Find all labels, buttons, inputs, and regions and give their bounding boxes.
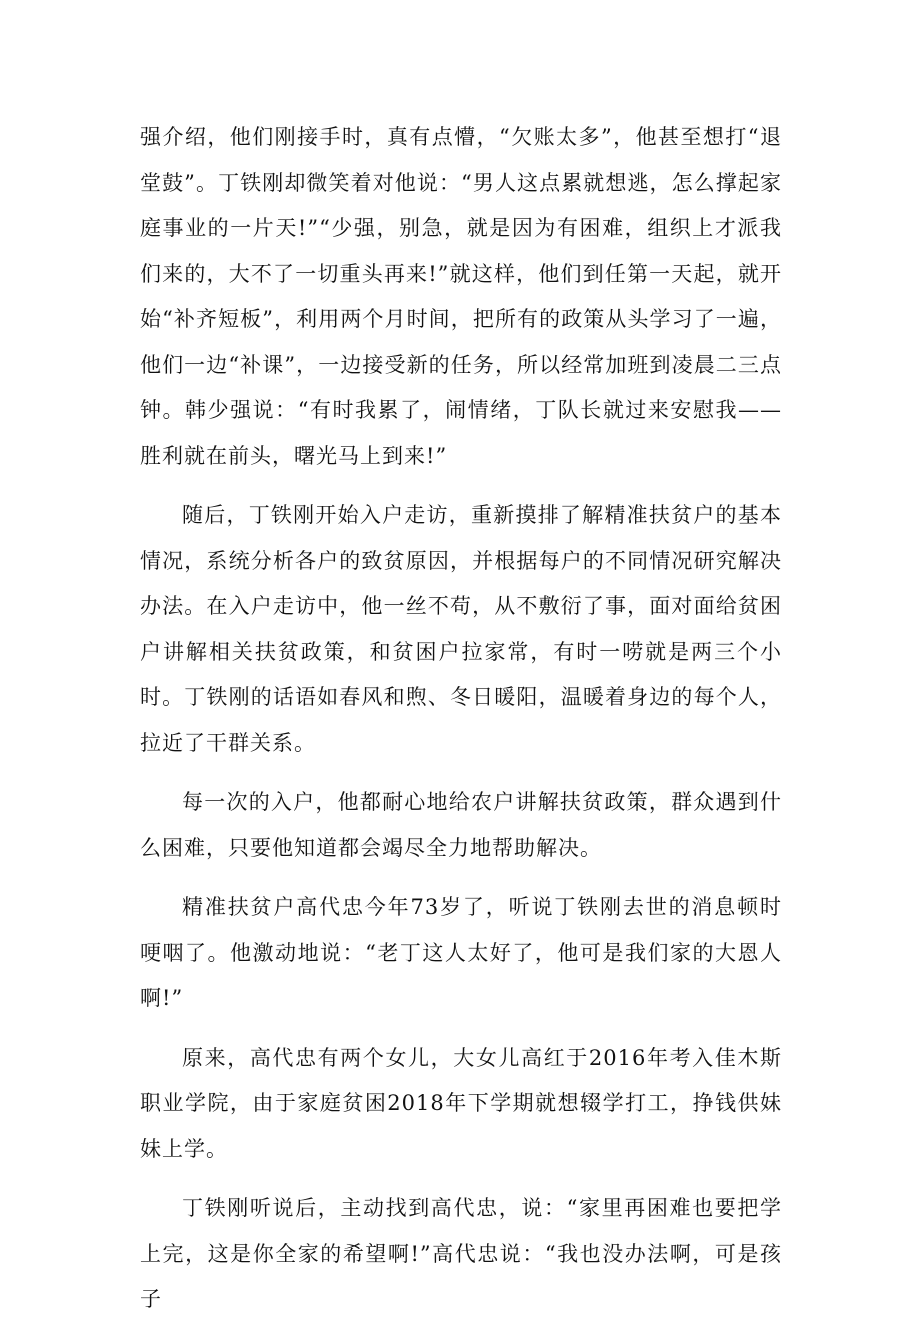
paragraph-2: 随后，丁铁刚开始入户走访，重新摸排了解精准扶贫户的基本情况，系统分析各户的致贫原因，并根据每户的不同情况研究解决办法。在入户走访中，他一丝不苟，从不敷衍了事，面对面给贫困户讲解相关扶贫政策，和贫困户拉家常，有时一唠就是两三个小时。丁铁刚的话语如春风和煦、冬日暖阳，温暖着身边的每个人，拉近了干群关系。	[140, 503, 782, 755]
paragraph-1: 强介绍，他们刚接手时，真有点懵，“欠账太多”，他甚至想打“退堂鼓”。丁铁刚却微笑着对他说：“男人这点累就想逃，怎么撑起家庭事业的一片天!”“少强，别急，就是因为有困难，组织上才派我们来的，大不了一切重头再来!”就这样，他们到任第一天起，就开始“补齐短板”，利用两个月时间，把所有的政策从头学习了一遍，他们一边“补课”，一边接受新的任务，所以经常加班到凌晨二三点钟。韩少强说：“有时我累了，闹情绪，丁队长就过来安慰我——胜利就在前头，曙光马上到来!”	[140, 125, 782, 468]
paragraph-5: 原来，高代忠有两个女儿，大女儿高红于2016年考入佳木斯职业学院，由于家庭贫困2018年下学期就想辍学打工，挣钱供妹妹上学。	[140, 1045, 782, 1161]
document-body	[140, 115, 782, 1337]
paragraph-6: 丁铁刚听说后，主动找到高代忠，说：“家里再困难也要把学上完，这是你全家的希望啊!”高代忠说：“我也没办法啊，可是孩子	[140, 1196, 782, 1311]
paragraph-3: 每一次的入户，他都耐心地给农户讲解扶贫政策，群众遇到什么困难，只要他知道都会竭尽全力地帮助解决。	[140, 790, 782, 860]
paragraph-4: 精准扶贫户高代忠今年73岁了，听说丁铁刚去世的消息顿时哽咽了。他激动地说：“老丁这人太好了，他可是我们家的大恩人啊!”	[140, 895, 782, 1010]
